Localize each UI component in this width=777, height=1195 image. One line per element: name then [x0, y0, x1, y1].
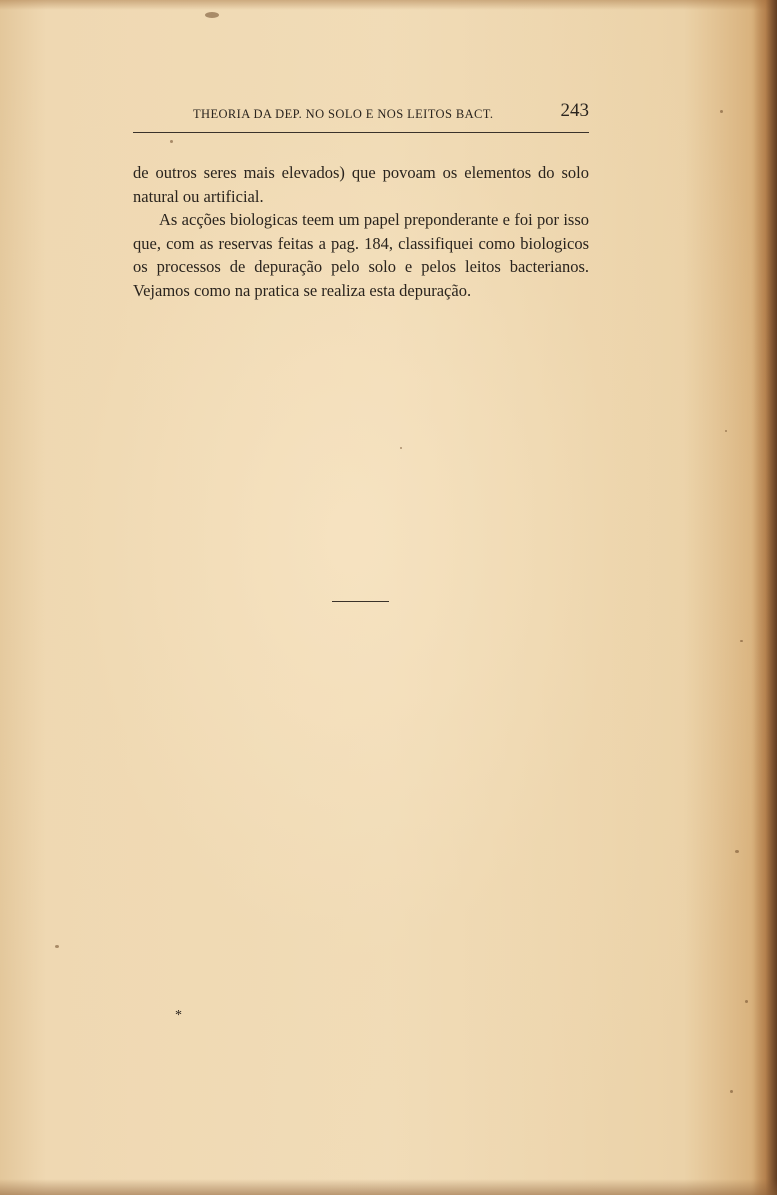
page-number: 243	[560, 100, 589, 121]
paragraph: de outros seres mais elevados) que povoam os elementos do solo natural ou artificial.	[133, 163, 589, 206]
page-top-edge	[0, 0, 777, 10]
page-bottom-edge	[0, 1179, 777, 1195]
foxing-speck	[745, 1000, 748, 1003]
foxing-speck	[400, 447, 402, 449]
page-right-edge	[751, 0, 777, 1195]
running-head	[133, 100, 589, 128]
section-divider	[332, 601, 389, 602]
foxing-speck	[735, 850, 739, 853]
foxing-speck	[740, 640, 743, 642]
foxing-speck	[205, 12, 219, 18]
foxing-speck	[725, 430, 727, 432]
paragraph: As acções biologicas teem um papel preponderante e foi por isso que, com as reservas feitas a pag. 184, classifiquei como biologicos os processos de depuração pelo solo e pelos leitos bacterianos. Vejamos como na pratica se realiza esta depuração.	[133, 210, 589, 300]
foxing-speck	[55, 945, 59, 948]
foxing-speck	[730, 1090, 733, 1093]
running-title: THEORIA DA DEP. NO SOLO E NOS LEITOS BACT.	[193, 107, 494, 121]
body-text	[133, 161, 589, 302]
ink-mark: *	[175, 1008, 182, 1023]
foxing-speck	[720, 110, 723, 113]
foxing-speck	[170, 140, 173, 143]
header-rule	[133, 132, 589, 133]
